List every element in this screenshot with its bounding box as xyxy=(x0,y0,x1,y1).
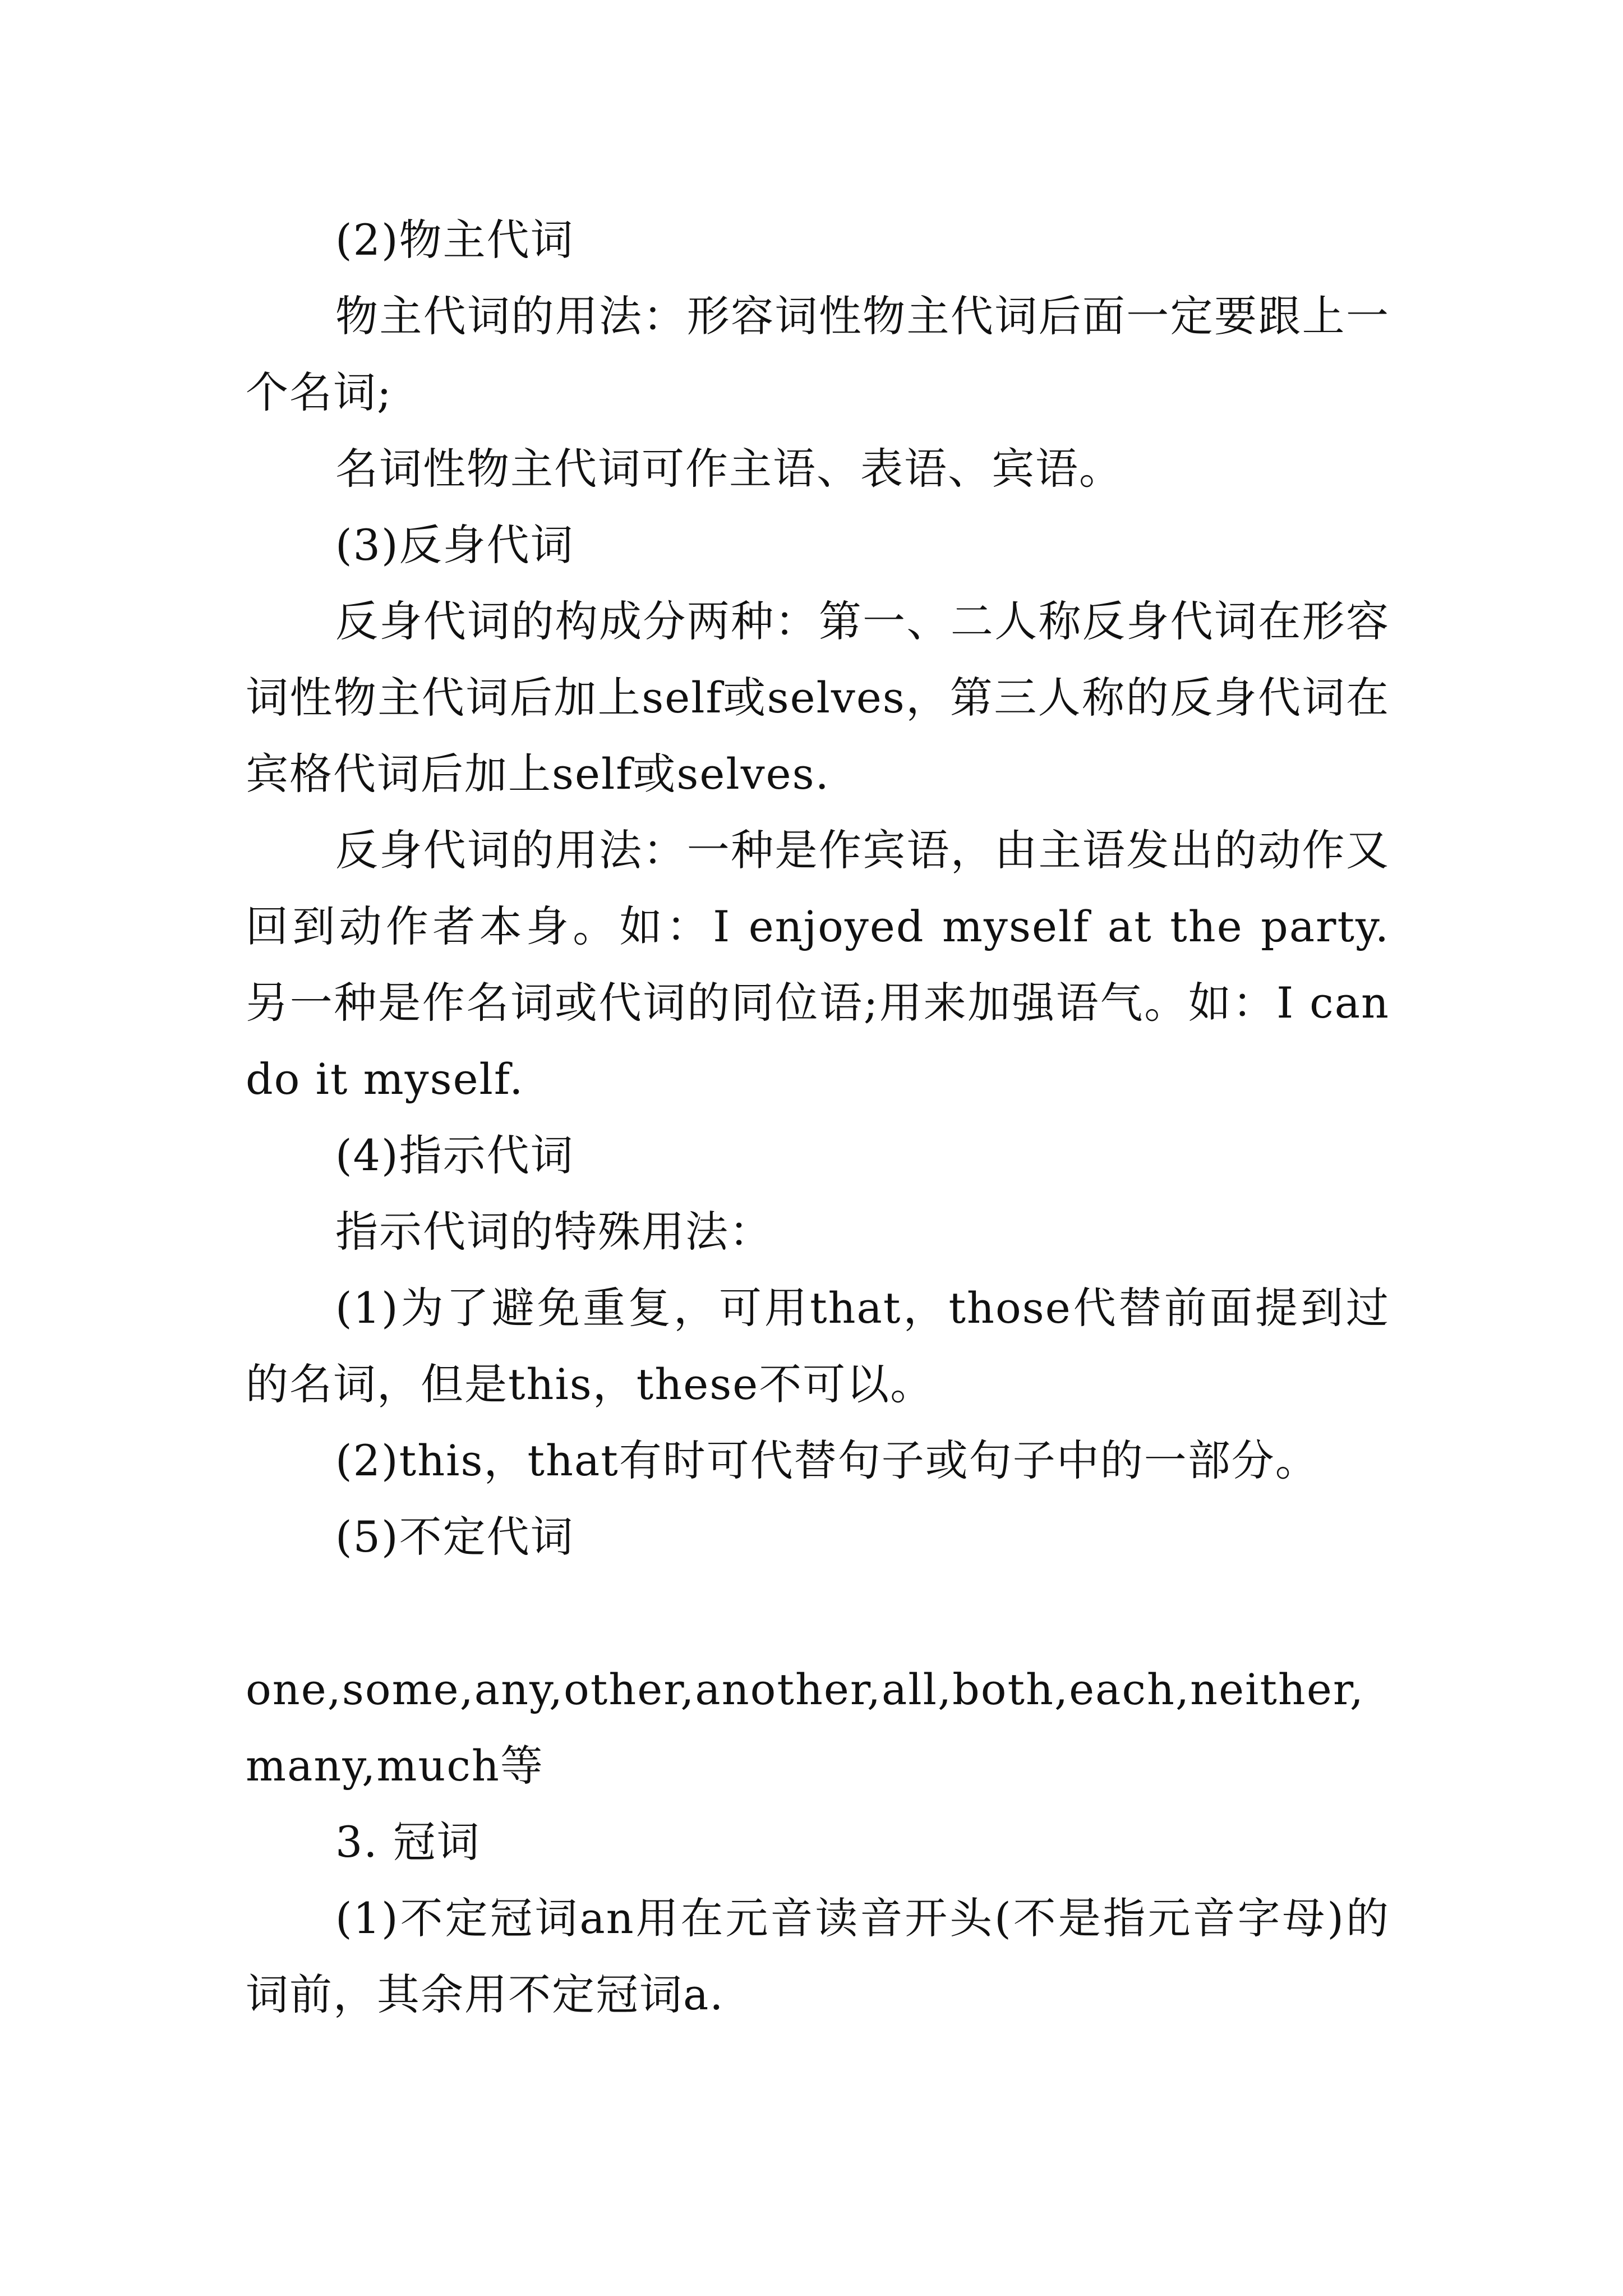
paragraph-reflexive-formation: 反身代词的构成分两种：第一、二人称反身代词在形容词性物主代词后加上self或selves，第三人称的反身代词在宾格代词后加上self或selves. xyxy=(246,596,1390,799)
blank-line xyxy=(246,1575,1390,1651)
heading-articles: 3. 冠词 xyxy=(335,1817,481,1867)
paragraph-reflexive-usage: 反身代词的用法：一种是作宾语，由主语发出的动作又回到动作者本身。如：I enjoyed myself at the party. 另一种是作名词或代词的同位语;用来加强语气。如：I can do it myself. xyxy=(246,825,1390,1104)
paragraph-demonstrative-rule-1: (1)为了避免重复，可用that，those代替前面提到过的名词，但是this，these不可以。 xyxy=(246,1283,1390,1409)
heading-possessive-pronouns: (2)物主代词 xyxy=(335,215,574,265)
paragraph-indefinite-article: (1)不定冠词an用在元音读音开头(不是指元音字母)的词前，其余用不定冠词a. xyxy=(246,1893,1390,2019)
paragraph-nominal-possessive: 名词性物主代词可作主语、表语、宾语。 xyxy=(335,444,1123,494)
heading-reflexive-pronouns: (3)反身代词 xyxy=(335,520,574,570)
paragraph-indefinite-list: one,some,any,other,another,all,both,each,neither,many,much等 xyxy=(246,1664,1364,1791)
document-body xyxy=(246,202,1390,2033)
heading-indefinite-pronouns: (5)不定代词 xyxy=(335,1512,574,1562)
paragraph-possessive-usage: 物主代词的用法：形容词性物主代词后面一定要跟上一个名词; xyxy=(246,291,1390,417)
paragraph-demonstrative-special: 指示代词的特殊用法： xyxy=(335,1207,773,1257)
paragraph-demonstrative-rule-2: (2)this，that有时可代替句子或句子中的一部分。 xyxy=(335,1435,1319,1485)
heading-demonstrative-pronouns: (4)指示代词 xyxy=(335,1130,574,1180)
